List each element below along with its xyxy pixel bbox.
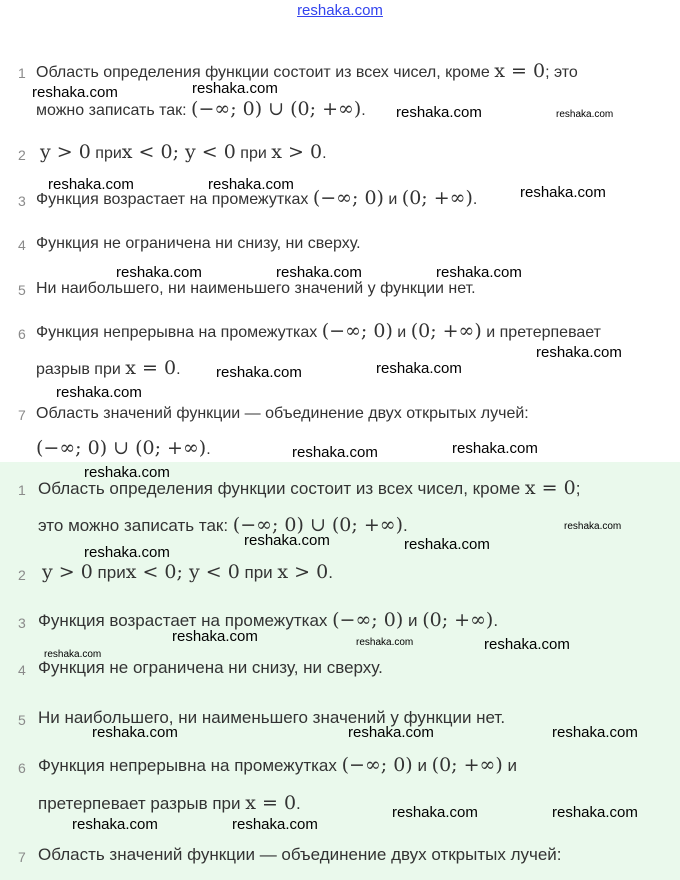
item-text: и	[502, 756, 518, 775]
watermark: reshaka.com	[84, 464, 170, 481]
item-text: и	[412, 756, 432, 775]
item-text: Ни наибольшего, ни наименьшего значений у функции нет.	[38, 708, 506, 727]
item-number: 1	[18, 65, 26, 81]
item-text: при	[92, 563, 126, 582]
list-item	[36, 321, 601, 343]
item-text: при	[239, 563, 278, 582]
watermark: reshaka.com	[56, 384, 142, 401]
watermark: reshaka.com	[404, 536, 490, 553]
math-expression: (−∞; 0) ∪ (0; +∞)	[191, 98, 362, 120]
list-item-line	[36, 438, 211, 460]
watermark: reshaka.com	[116, 264, 202, 281]
list-item-line	[38, 515, 408, 536]
item-text: Ни наибольшего, ни наименьшего значений у функции нет.	[36, 280, 476, 297]
watermark: reshaka.com	[564, 521, 622, 532]
header-watermark[interactable]: reshaka.com	[297, 2, 383, 19]
list-item	[36, 404, 529, 424]
math-expression: (−∞; 0) ∪ (0; +∞)	[36, 437, 207, 459]
math-expression: x < 0; y < 0	[125, 561, 240, 583]
item-text: Область значений функции — объединение двух открытых лучей:	[36, 405, 529, 422]
item-text: претерпевает разрыв при	[38, 794, 246, 813]
watermark: reshaka.com	[396, 104, 482, 121]
watermark: reshaka.com	[536, 344, 622, 361]
item-text: можно записать так:	[36, 102, 192, 119]
math-expression: (−∞; 0)	[341, 754, 413, 776]
watermark: reshaka.com	[376, 360, 462, 377]
list-item	[38, 478, 580, 499]
list-item-line	[38, 793, 301, 814]
item-text: .	[403, 516, 408, 535]
watermark: reshaka.com	[436, 264, 522, 281]
item-number: 5	[18, 712, 26, 728]
math-expression: x < 0; y < 0	[121, 141, 236, 163]
item-number: 2	[18, 567, 26, 583]
item-number: 7	[18, 849, 26, 865]
math-expression: (0; +∞)	[422, 609, 494, 631]
math-expression: (−∞; 0)	[332, 609, 404, 631]
item-text: при	[90, 145, 122, 162]
list-item	[40, 142, 327, 164]
item-text: это можно записать так:	[38, 516, 233, 535]
watermark: reshaka.com	[44, 649, 102, 660]
item-text: Область значений функции — объединение двух открытых лучей:	[38, 845, 562, 864]
math-expression: x = 0	[125, 357, 177, 379]
item-number: 2	[18, 147, 26, 163]
watermark: reshaka.com	[356, 637, 414, 648]
list-item	[38, 755, 517, 776]
item-text: ;	[575, 479, 581, 498]
watermark: reshaka.com	[84, 544, 170, 561]
watermark: reshaka.com	[552, 804, 638, 821]
watermark: reshaka.com	[292, 444, 378, 461]
item-number: 3	[18, 193, 26, 209]
math-expression: (−∞; 0) ∪ (0; +∞)	[232, 514, 403, 536]
list-item	[36, 61, 578, 83]
item-text: Функция не ограничена ни снизу, ни сверху.	[38, 658, 383, 677]
list-item	[38, 610, 498, 631]
math-expression: (−∞; 0)	[321, 320, 393, 342]
math-expression: x = 0	[494, 60, 546, 82]
item-text: .	[472, 191, 478, 208]
math-expression: x = 0	[245, 792, 297, 814]
item-text: и претерпевает	[481, 324, 601, 341]
item-text: .	[296, 794, 301, 813]
item-number: 4	[18, 237, 26, 253]
item-text: .	[206, 441, 211, 458]
watermark: reshaka.com	[48, 176, 134, 193]
watermark: reshaka.com	[192, 80, 278, 97]
math-expression: y > 0	[42, 561, 93, 583]
item-text: .	[361, 102, 366, 119]
item-text: .	[493, 611, 499, 630]
math-expression: x = 0	[524, 477, 576, 499]
list-item-line	[36, 358, 181, 380]
list-item-line	[36, 99, 366, 121]
item-text: Функция непрерывна на промежутках	[36, 324, 322, 341]
item-number: 5	[18, 282, 26, 298]
item-number: 4	[18, 662, 26, 678]
watermark: reshaka.com	[72, 816, 158, 833]
list-item	[38, 845, 562, 865]
item-number: 7	[18, 407, 26, 423]
item-text: Область определения функции состоит из всех чисел, кроме	[38, 479, 525, 498]
math-expression: (0; +∞)	[401, 187, 473, 209]
math-expression: y > 0	[40, 141, 91, 163]
watermark: reshaka.com	[552, 724, 638, 741]
item-text: Функция не ограничена ни снизу, ни сверху.	[36, 235, 361, 252]
watermark: reshaka.com	[244, 532, 330, 549]
item-number: 3	[18, 615, 26, 631]
item-text: разрыв при	[36, 361, 126, 378]
item-number: 6	[18, 326, 26, 342]
item-number: 1	[18, 482, 26, 498]
item-text: .	[328, 563, 333, 582]
math-expression: (0; +∞)	[431, 754, 503, 776]
item-text: при	[235, 145, 272, 162]
math-expression: x > 0	[271, 141, 323, 163]
watermark: reshaka.com	[392, 804, 478, 821]
watermark: reshaka.com	[520, 184, 606, 201]
math-expression: x > 0	[277, 561, 329, 583]
list-item	[36, 234, 361, 254]
math-expression: (0; +∞)	[410, 320, 482, 342]
watermark: reshaka.com	[172, 628, 258, 645]
item-text: Область определения функции состоит из всех чисел, кроме	[36, 64, 495, 81]
item-text: и	[403, 611, 423, 630]
watermark: reshaka.com	[216, 364, 302, 381]
item-text: Функция возрастает на промежутках	[38, 611, 333, 630]
watermark: reshaka.com	[276, 264, 362, 281]
watermark: reshaka.com	[208, 176, 294, 193]
item-text: и	[383, 191, 402, 208]
watermark: reshaka.com	[348, 724, 434, 741]
item-text: Функция возрастает на промежутках	[36, 191, 313, 208]
item-text: .	[176, 361, 181, 378]
item-text: Функция непрерывна на промежутках	[38, 756, 342, 775]
item-text: .	[322, 145, 327, 162]
list-item	[42, 562, 333, 583]
item-text: и	[392, 324, 411, 341]
math-expression: (−∞; 0)	[312, 187, 384, 209]
item-text: ; это	[545, 64, 578, 81]
watermark: reshaka.com	[452, 440, 538, 457]
watermark: reshaka.com	[484, 636, 570, 653]
list-item	[36, 279, 476, 299]
list-item	[38, 658, 383, 678]
watermark: reshaka.com	[92, 724, 178, 741]
watermark: reshaka.com	[232, 816, 318, 833]
watermark: reshaka.com	[556, 109, 614, 120]
item-number: 6	[18, 760, 26, 776]
watermark: reshaka.com	[32, 84, 118, 101]
